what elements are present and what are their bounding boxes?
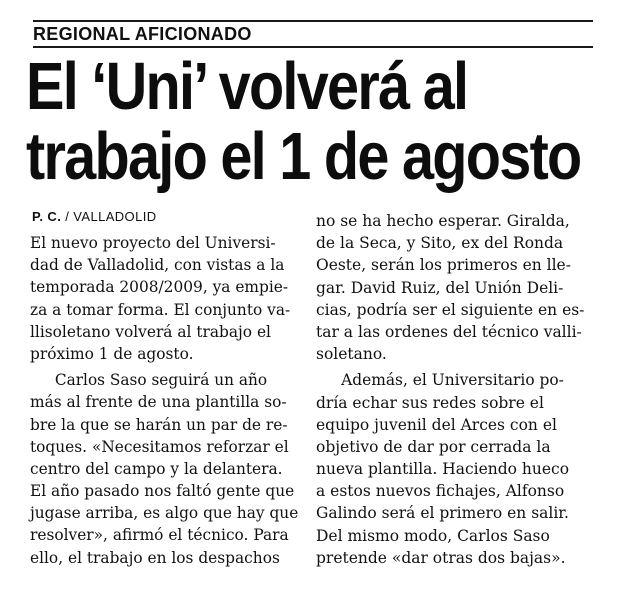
body-line: za a tomar forma. El conjunto va- <box>30 299 291 319</box>
body-line: El nuevo proyecto del Universi- <box>30 233 276 252</box>
section-label: REGIONAL AFICIONADO <box>33 23 256 45</box>
body-line: jugase arriba, es algo que hay que <box>30 503 299 523</box>
body-line: Galindo será el primero en salir. <box>316 503 569 523</box>
body-line: llisoletano volverá al trabajo el <box>30 321 271 341</box>
body-line: Del mismo modo, Carlos Saso <box>316 525 550 545</box>
body-line: El año pasado nos faltó gente que <box>30 481 295 501</box>
body-line: toques. «Necesitamos reforzar el <box>30 436 289 456</box>
body-line: centro del campo y la delantera. <box>30 458 283 478</box>
body-line: bre la que se harán un par de re- <box>30 414 288 434</box>
byline-separator: / <box>65 209 70 224</box>
body-line: no se ha hecho esperar. Giralda, <box>316 211 570 230</box>
body-line: ello, el trabajo en los despachos <box>30 547 280 567</box>
body-line: tar a las ordenes del técnico valli- <box>316 321 582 341</box>
body-line: objetivo de dar por cerrada la <box>316 436 551 456</box>
body-line: de la Seca, y Sito, ex del Ronda <box>316 233 564 253</box>
headline <box>26 49 581 194</box>
body-line: a estos nuevos fichajes, Alfonso <box>316 481 565 501</box>
body-line: próximo 1 de agosto. <box>30 343 194 363</box>
article-column-left <box>30 232 309 569</box>
headline-line-2: trabajo el 1 de agosto <box>26 119 581 194</box>
body-line: soletano. <box>316 344 387 364</box>
body-line: gar. David Ruiz, del Unión Deli- <box>316 277 564 297</box>
body-line: Carlos Saso seguirá un año <box>54 370 268 390</box>
body-line: más al frente de una plantilla so- <box>30 392 287 412</box>
body-line: pretende «dar otras dos bajas». <box>316 547 566 567</box>
byline-author: P. C. <box>32 209 62 224</box>
body-line: temporada 2008/2009, ya empie- <box>30 277 289 297</box>
body-line: nueva plantilla. Haciendo hueco <box>316 459 570 479</box>
article-column-right <box>316 210 593 569</box>
byline <box>32 209 157 225</box>
body-line: cias, podría ser el siguiente en es- <box>316 299 585 319</box>
byline-place: VALLADOLID <box>73 209 157 224</box>
headline-line-1: El ‘Uni’ volverá al <box>26 49 468 124</box>
body-line: Oeste, serán los primeros en lle- <box>316 255 571 275</box>
body-line: dad de Valladolid, con vistas a la <box>30 255 285 275</box>
body-line: dría echar sus redes sobre el <box>316 392 544 412</box>
body-line: Además, el Universitario po- <box>341 370 564 390</box>
body-line: resolver», afirmó el técnico. Para <box>30 525 289 545</box>
body-line: equipo juvenil del Arces con el <box>316 414 557 434</box>
